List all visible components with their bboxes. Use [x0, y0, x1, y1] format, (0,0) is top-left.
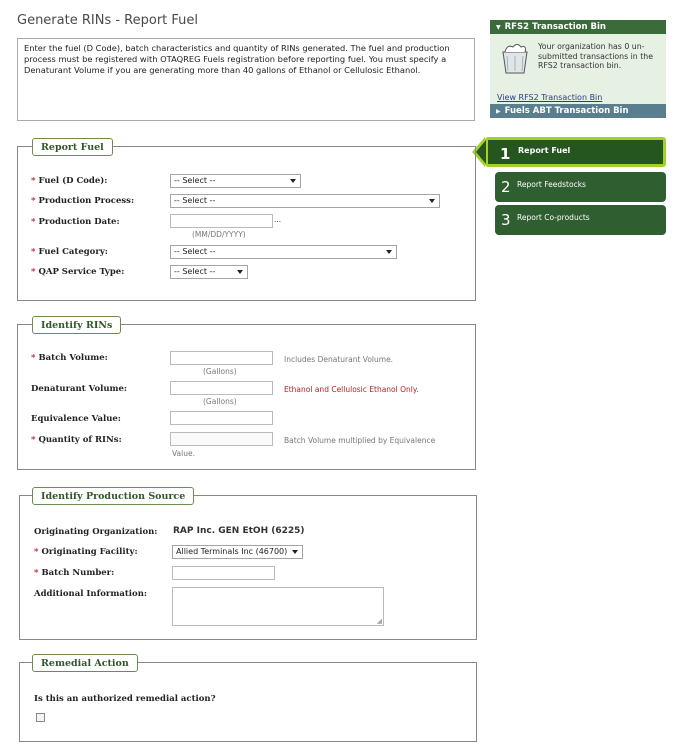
batch-number-input[interactable]	[172, 566, 275, 580]
page-title: Generate RINs - Report Fuel	[17, 13, 199, 28]
production-process-select[interactable]: -- Select --	[170, 194, 440, 208]
identify-rins-section	[17, 320, 476, 470]
identify-rins-legend: Identify RINs	[32, 316, 121, 334]
chevron-down-icon	[290, 179, 296, 183]
production-source-legend: Identify Production Source	[32, 487, 194, 505]
denaturant-volume-input[interactable]	[170, 381, 273, 395]
batch-volume-input[interactable]	[170, 351, 273, 365]
date-format-hint: (MM/DD/YYYY)	[192, 230, 246, 239]
step-label: Report Fuel	[518, 146, 571, 155]
org-label: Originating Organization:	[34, 527, 158, 537]
step-report-fuel[interactable]	[485, 137, 666, 167]
denaturant-label: Denaturant Volume:	[31, 384, 128, 394]
step-report-feedstocks[interactable]	[495, 172, 666, 202]
chevron-down-icon	[386, 250, 392, 254]
batch-volume-label: * Batch Volume:	[31, 353, 108, 363]
report-fuel-section	[17, 142, 476, 301]
date-label: * Production Date:	[31, 217, 120, 227]
quantity-label: * Quantity of RINs:	[31, 435, 122, 445]
quantity-rins-input[interactable]	[170, 432, 273, 446]
chevron-down-icon	[237, 270, 243, 274]
date-picker-button[interactable]: ...	[274, 215, 282, 224]
denaturant-hint: Ethanol and Cellulosic Ethanol Only.	[284, 385, 419, 394]
transaction-bin-icon	[497, 40, 533, 76]
batch-number-label: * Batch Number:	[34, 568, 115, 578]
production-date-input[interactable]	[170, 214, 273, 228]
fuel-dcode-select[interactable]: -- Select --	[170, 174, 301, 188]
qap-label: * QAP Service Type:	[31, 267, 125, 277]
category-label: * Fuel Category:	[31, 247, 108, 257]
triangle-right-icon: ▶	[496, 108, 501, 115]
process-label: * Production Process:	[31, 196, 135, 206]
view-rfs2-bin-link[interactable]: View RFS2 Transaction Bin	[497, 93, 603, 102]
batch-volume-hint: Includes Denaturant Volume.	[284, 355, 394, 364]
production-source-section	[19, 491, 477, 640]
triangle-down-icon: ▼	[496, 24, 501, 31]
originating-facility-select[interactable]: Allied Terminals Inc (46700)	[172, 545, 303, 559]
chevron-down-icon	[292, 550, 298, 554]
step-report-coproducts[interactable]	[495, 205, 666, 235]
quantity-hint: Batch Volume multiplied by Equivalence	[284, 436, 436, 445]
quantity-hint-cont: Value.	[172, 449, 195, 458]
step-label: Report Feedstocks	[517, 180, 586, 189]
denaturant-unit: (Gallons)	[203, 397, 237, 406]
step-label: Report Co-products	[517, 213, 590, 222]
rfs2-bin-text: Your organization has 0 un-submitted transactions in the RFS2 transaction bin.	[538, 42, 654, 70]
equivalence-value-input[interactable]	[170, 411, 273, 425]
step-number: 1	[500, 145, 511, 163]
abt-bin-header[interactable]: ▶ Fuels ABT Transaction Bin	[490, 104, 666, 118]
intro-text: Enter the fuel (D Code), batch characteristics and quantity of RINs generated. The fuel and production process must be registered with OTAQREG Fuels registration before reporting fuel. You must specify a Denaturant Volume if you are generating more than 40 gallons of Ethanol or Cellulosic Ethanol.	[17, 38, 475, 121]
step-number: 2	[501, 178, 511, 196]
additional-info-label: Additional Information:	[34, 589, 148, 599]
qap-service-select[interactable]: -- Select --	[170, 265, 248, 279]
remedial-action-section	[19, 658, 477, 742]
facility-label: * Originating Facility:	[34, 547, 138, 557]
additional-info-textarea[interactable]	[172, 587, 384, 626]
rfs2-bin-header[interactable]: ▼ RFS2 Transaction Bin	[490, 20, 666, 34]
fuel-category-select[interactable]: -- Select --	[170, 245, 397, 259]
equivalence-label: Equivalence Value:	[31, 414, 121, 424]
resize-handle-icon[interactable]: ◢	[376, 617, 382, 625]
batch-volume-unit: (Gallons)	[203, 367, 237, 376]
org-value: RAP Inc. GEN EtOH (6225)	[173, 526, 305, 536]
remedial-question: Is this an authorized remedial action?	[34, 694, 216, 704]
fuel-label: * Fuel (D Code):	[31, 176, 108, 186]
chevron-down-icon	[429, 199, 435, 203]
remedial-checkbox[interactable]	[36, 713, 45, 722]
remedial-legend: Remedial Action	[32, 654, 138, 672]
report-fuel-legend: Report Fuel	[32, 138, 113, 156]
step-number: 3	[501, 211, 511, 229]
